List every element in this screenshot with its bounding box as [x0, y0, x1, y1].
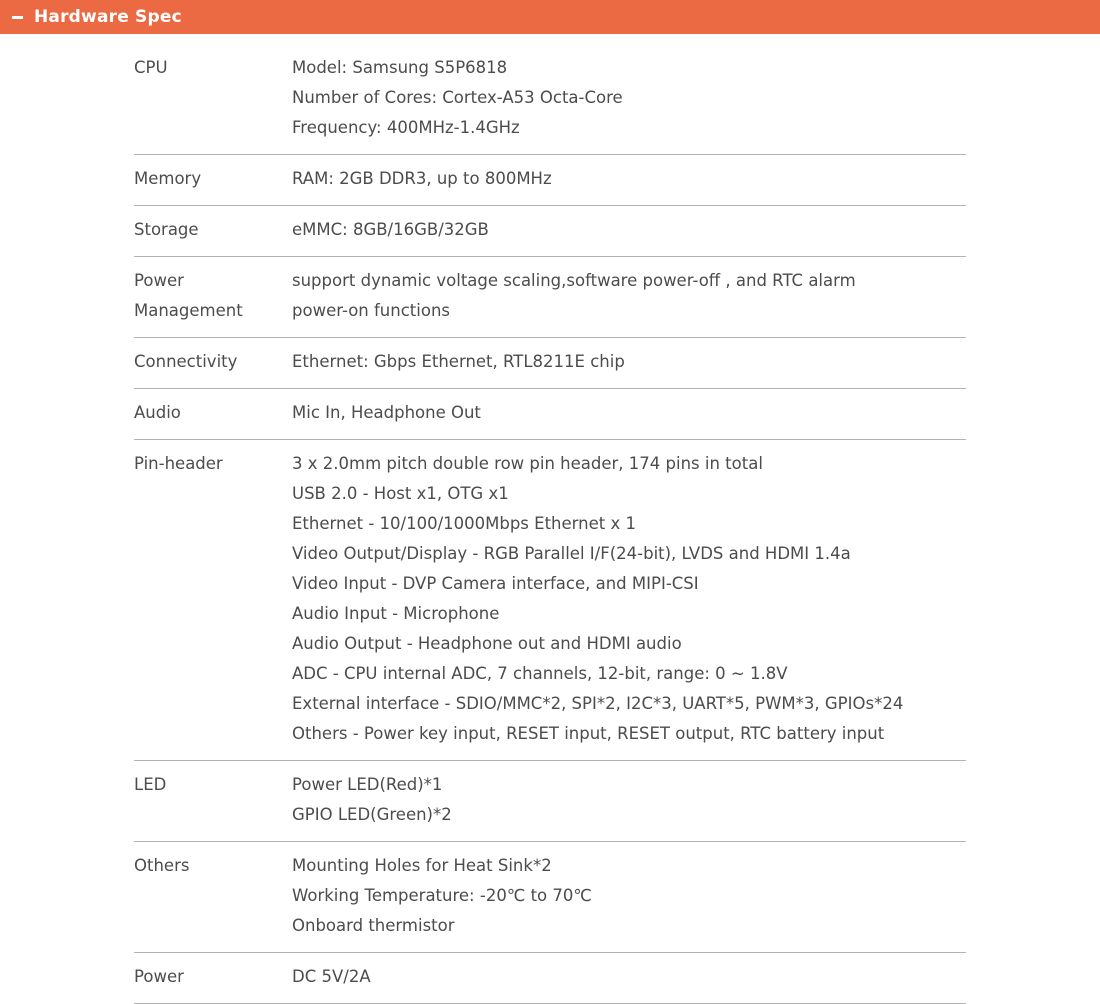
spec-value-line: RAM: 2GB DDR3, up to 800MHz — [292, 169, 552, 188]
table-row — [134, 338, 966, 389]
spec-label: LED — [134, 775, 167, 794]
spec-value — [292, 44, 966, 155]
spec-value — [292, 953, 966, 1004]
spec-value-line: Power LED(Red)*1 — [292, 775, 443, 794]
spec-label: Others — [134, 856, 190, 875]
spec-table-body — [134, 44, 966, 1004]
spec-value-line: USB 2.0 - Host x1, OTG x1 — [292, 484, 509, 503]
spec-value-line: power-on functions — [292, 301, 450, 320]
spec-value — [292, 842, 966, 953]
spec-value-line: Onboard thermistor — [292, 916, 455, 935]
spec-value — [292, 389, 966, 440]
table-row — [134, 953, 966, 1004]
table-row — [134, 44, 966, 155]
spec-value-line: Ethernet: Gbps Ethernet, RTL8211E chip — [292, 352, 625, 371]
spec-value-line: Ethernet - 10/100/1000Mbps Ethernet x 1 — [292, 514, 636, 533]
spec-label: Power — [134, 967, 184, 986]
hardware-spec-header[interactable] — [0, 0, 1100, 34]
spec-value-line: Audio Input - Microphone — [292, 604, 500, 623]
table-row — [134, 206, 966, 257]
spec-value — [292, 338, 966, 389]
table-row — [134, 155, 966, 206]
spec-value-line: Working Temperature: -20℃ to 70℃ — [292, 886, 592, 905]
spec-value-line: Frequency: 400MHz-1.4GHz — [292, 118, 520, 137]
spec-table-container — [0, 34, 1100, 1004]
table-row — [134, 842, 966, 953]
spec-value-line: Audio Output - Headphone out and HDMI audio — [292, 634, 682, 653]
hardware-spec-table — [134, 44, 966, 1004]
spec-value — [292, 257, 966, 338]
spec-value-line: eMMC: 8GB/16GB/32GB — [292, 220, 489, 239]
spec-label: CPU — [134, 58, 168, 77]
spec-value — [292, 155, 966, 206]
spec-value — [292, 206, 966, 257]
table-row — [134, 257, 966, 338]
spec-value-line: 3 x 2.0mm pitch double row pin header, 174 pins in total — [292, 454, 763, 473]
spec-label: Power Management — [134, 271, 243, 320]
spec-value-line: Mic In, Headphone Out — [292, 403, 481, 422]
minus-icon[interactable] — [12, 16, 23, 19]
spec-value-line: Others - Power key input, RESET input, RESET output, RTC battery input — [292, 724, 885, 743]
spec-label: Memory — [134, 169, 202, 188]
spec-value-line: DC 5V/2A — [292, 967, 371, 986]
spec-value-line: External interface - SDIO/MMC*2, SPI*2, I2C*3, UART*5, PWM*3, GPIOs*24 — [292, 694, 904, 713]
spec-value — [292, 440, 966, 761]
spec-value-line: Number of Cores: Cortex-A53 Octa-Core — [292, 88, 623, 107]
spec-value-line: Video Output/Display - RGB Parallel I/F(24-bit), LVDS and HDMI 1.4a — [292, 544, 851, 563]
spec-value — [292, 761, 966, 842]
table-row — [134, 440, 966, 761]
table-row — [134, 761, 966, 842]
spec-label: Storage — [134, 220, 199, 239]
spec-value-line: ADC - CPU internal ADC, 7 channels, 12-bit, range: 0 ~ 1.8V — [292, 664, 788, 683]
spec-label: Connectivity — [134, 352, 238, 371]
spec-label: Audio — [134, 403, 181, 422]
table-row — [134, 389, 966, 440]
page-title: Hardware Spec — [34, 7, 182, 27]
spec-value-line: Model: Samsung S5P6818 — [292, 58, 508, 77]
spec-value-line: Mounting Holes for Heat Sink*2 — [292, 856, 552, 875]
spec-label: Pin-header — [134, 454, 223, 473]
spec-value-line: support dynamic voltage scaling,software power-off , and RTC alarm — [292, 271, 856, 290]
spec-value-line: GPIO LED(Green)*2 — [292, 805, 452, 824]
spec-value-line: Video Input - DVP Camera interface, and MIPI-CSI — [292, 574, 699, 593]
